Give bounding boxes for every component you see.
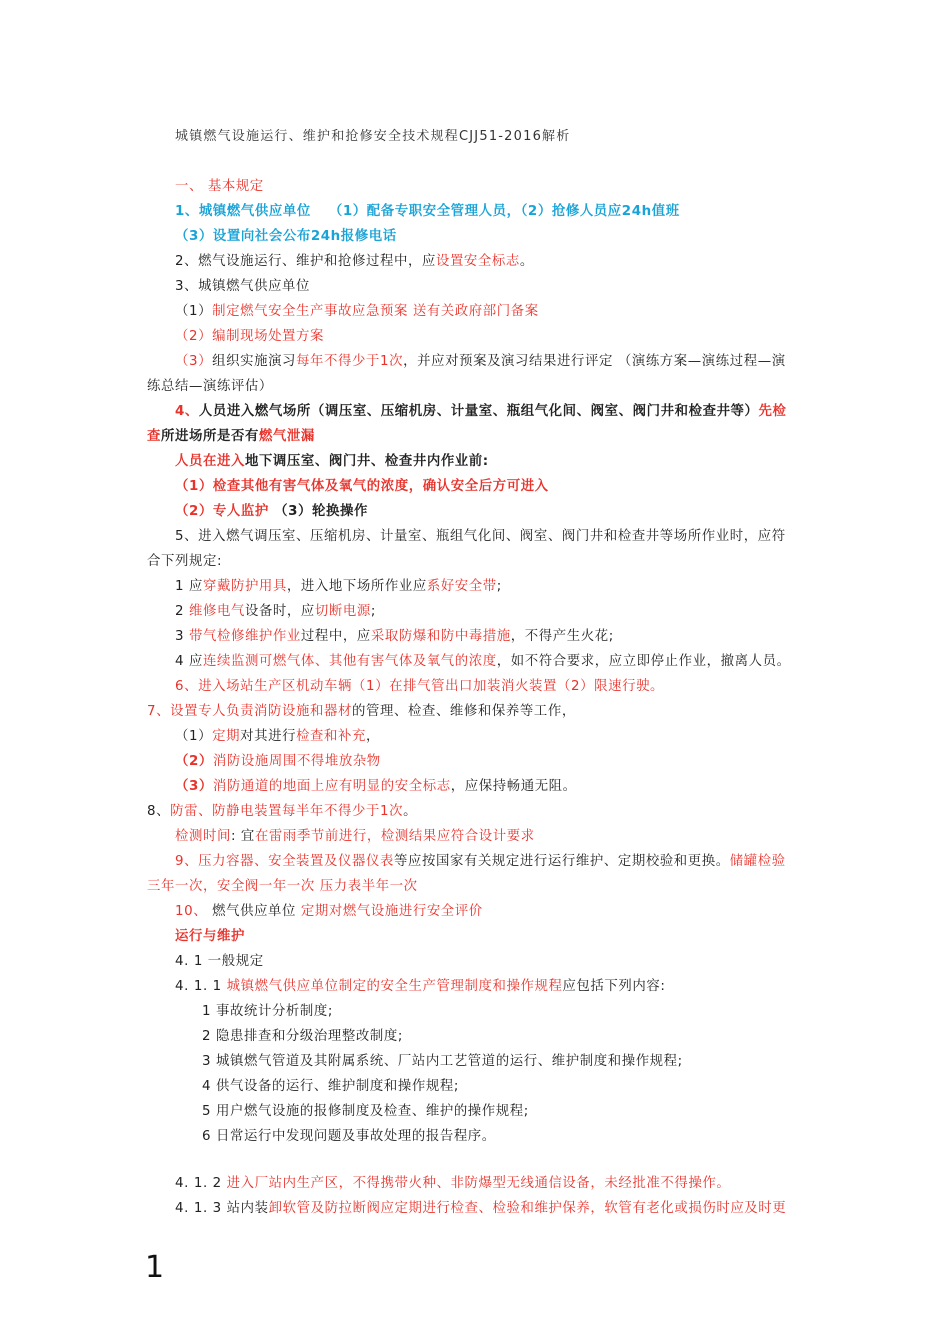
paragraph-8-sub xyxy=(175,827,535,847)
text-span: 4 应 xyxy=(175,654,203,669)
text-span: 限速行驶。 xyxy=(594,679,665,694)
text-span: ，应保持畅通无阻。 xyxy=(450,779,577,794)
text-span: 储罐检验 xyxy=(729,854,786,869)
paragraph-5-item-3 xyxy=(175,627,614,647)
text-span: 消防通道的地面上应有明显的安全标志 xyxy=(212,779,451,794)
text-span: 穿戴防护用具 xyxy=(202,579,287,594)
text-span: 应包括下列内容: xyxy=(562,979,666,994)
text-span: 等工作， xyxy=(519,704,576,719)
clause-4-1-1-item-3: 3 城镇燃气管道及其附属系统、厂站内工艺管道的运行、维护制度和操作规程; xyxy=(202,1054,683,1069)
clause-4-1-3 xyxy=(175,1199,786,1219)
paragraph-10 xyxy=(175,902,483,922)
text-span: 8、 xyxy=(147,804,171,819)
text-span: 制定燃气安全生产事故应急预案 送有关政府部门备案 xyxy=(212,304,539,319)
paragraph-4-cont xyxy=(147,427,315,447)
text-span: （3） xyxy=(175,779,213,794)
text-span: 1、城镇燃气供应单位 xyxy=(175,204,311,219)
page-number: 1 xyxy=(145,1250,165,1285)
text-span: 的管理、检查、维修和保养 xyxy=(352,704,520,719)
clause-4-1-1-item-6: 6 日常运行中发现问题及事故处理的报告程序。 xyxy=(202,1129,496,1144)
text-span: 3 xyxy=(175,629,189,644)
text-span: 防雷、防静电装置每半年不得少于1次 xyxy=(170,804,404,819)
text-span: 9、 xyxy=(175,854,199,869)
text-span: （3） xyxy=(175,354,213,369)
paragraph-5-cont: 合下列规定: xyxy=(147,554,223,569)
clause-4-1-2 xyxy=(175,1174,730,1194)
text-span: 采取防爆和防中毒措施 xyxy=(370,629,511,644)
clause-4-1: 4. 1 一般规定 xyxy=(175,954,264,969)
paragraph-5-item-1 xyxy=(175,577,502,597)
text-span: 6、进入场站生产区机动车辆（1）在排气管出口加装消火装置（2） xyxy=(175,679,595,694)
text-span: ， xyxy=(366,729,381,744)
text-span: 带气检修维护作业 xyxy=(188,629,301,644)
text-span: 切断电源 xyxy=(314,604,371,619)
paragraph-3: 3、城镇燃气供应单位 xyxy=(175,279,311,294)
text-span: ，进入地下场所作业应 xyxy=(286,579,427,594)
text-span: 燃气供应单位 xyxy=(212,904,297,919)
text-span: （1） xyxy=(175,729,213,744)
text-span: 定期对燃气设施进行安全评价 xyxy=(296,904,483,919)
text-span: 设备时，应 xyxy=(244,604,315,619)
text-span: 城镇燃气供应单位制定的安全生产管理制度和操作规程 xyxy=(226,979,563,994)
text-span: 消防设施周围不得堆放杂物 xyxy=(212,754,381,769)
text-span: 卸软管及防拉断阀应定期进行检查、检验和维护保养，软管有老化或损伤时应及时更 xyxy=(268,1201,787,1216)
text-span: 燃气泄漏 xyxy=(258,429,315,444)
text-span: ，如不符合要求，应立即停止作业，撤离人员。 xyxy=(496,654,791,669)
text-span: （1）配备专职安全管理人员，（2）抢修人员应24h值班 xyxy=(328,204,680,219)
text-span: 人员进入燃气场所（调压室、压缩机房、计量室、瓶组气化间、阀室、阀门井和检查井等） xyxy=(198,404,759,419)
text-span: 对其进行 xyxy=(240,729,297,744)
paragraph-3-item-3 xyxy=(175,352,786,372)
clause-4-1-1-item-5: 5 用户燃气设施的报修制度及检查、维护的操作规程; xyxy=(202,1104,529,1119)
text-span: 维修电气 xyxy=(188,604,245,619)
paragraph-4-sub-item-1: （1）检查其他有害气体及氧气的浓度，确认安全后方可进入 xyxy=(175,479,549,494)
text-span: （1） xyxy=(175,304,213,319)
paragraph-4-sub-item-2 xyxy=(175,502,368,522)
paragraph-9-cont: 三年一次，安全阀一年一次 压力表半年一次 xyxy=(147,879,418,894)
text-span: 人员在进入 xyxy=(175,454,245,469)
paragraph-9 xyxy=(175,852,786,872)
text-span: ，不得产生火花; xyxy=(510,629,614,644)
text-span: 1 应 xyxy=(175,579,203,594)
text-span: 组织实施演习 xyxy=(212,354,297,369)
paragraph-3-item-1 xyxy=(175,302,539,322)
text-span: （2）专人监护 xyxy=(175,504,269,519)
text-span: 2、燃气设施运行、维护和抢修过程中，应 xyxy=(175,254,436,269)
text-span: 定期 xyxy=(212,729,241,744)
text-span: 设置安全标志 xyxy=(435,254,520,269)
paragraph-5-item-2 xyxy=(175,602,376,622)
text-span: 过程中，应 xyxy=(300,629,371,644)
text-span: 7、设置专人负责消防设施和器材 xyxy=(147,704,352,719)
text-span: （3）轮换操作 xyxy=(268,504,368,519)
paragraph-3-item-2: （2）编制现场处置方案 xyxy=(175,329,325,344)
paragraph-7 xyxy=(147,702,576,722)
clause-4-1-1-item-2: 2 隐患排查和分级治理整改制度; xyxy=(202,1029,403,1044)
text-span: 地下调压室、阀门井、检查井内作业前: xyxy=(244,454,489,469)
paragraph-4 xyxy=(175,402,787,422)
text-span: 连续监测可燃气体、其他有害气体及氧气的浓度 xyxy=(202,654,497,669)
paragraph-3-item-3-cont: 练总结—演练评估） xyxy=(147,379,273,394)
text-span: 检测时间 xyxy=(175,829,231,844)
text-span: 所进场所是否有 xyxy=(161,429,259,444)
text-span: : 宜 xyxy=(230,829,255,844)
paragraph-7-item-2 xyxy=(175,752,381,772)
text-span: 系好安全带 xyxy=(426,579,497,594)
paragraph-1-cont: （3）设置向社会公布24h报修电话 xyxy=(175,229,397,244)
text-span: 等应按国家有关规定进行运行维护、定期校验和更换。 xyxy=(394,854,730,869)
text-span: 10、 xyxy=(175,904,213,919)
text-span: 在雷雨季节前进行，检测结果应符合设计要求 xyxy=(254,829,535,844)
clause-4-1-1 xyxy=(175,977,665,997)
text-span: 每年不得少于1次 xyxy=(296,354,404,369)
text-span: 4. 1. 2 xyxy=(175,1176,227,1191)
paragraph-5: 5、进入燃气调压室、压缩机房、计量室、瓶组气化间、阀室、阀门井和检查井等场所作业时，应符 xyxy=(175,529,786,544)
text-span: 查 xyxy=(147,429,161,444)
document-title: 城镇燃气设施运行、维护和抢修安全技术规程CJJ51-2016解析 xyxy=(175,129,571,144)
text-span: 2 xyxy=(175,604,189,619)
section-heading-operation: 运行与维护 xyxy=(175,929,245,944)
text-span: 先检 xyxy=(758,404,787,419)
section-heading-basic-rules: 一、 基本规定 xyxy=(175,179,264,194)
clause-4-1-1-item-1: 1 事故统计分析制度; xyxy=(202,1004,334,1019)
text-span: 4. 1. 1 xyxy=(175,979,227,994)
paragraph-4-sub xyxy=(175,452,489,472)
text-span: 检查和补充 xyxy=(296,729,367,744)
text-span: 4、 xyxy=(175,404,199,419)
text-span: ，并应对预案及演习结果进行评定 （演练方案—演练过程—演 xyxy=(403,354,786,369)
paragraph-6 xyxy=(175,677,664,697)
paragraph-5-item-4 xyxy=(175,652,791,672)
paragraph-7-item-3 xyxy=(175,777,577,797)
text-span: （2） xyxy=(175,754,213,769)
text-span: 。 xyxy=(403,804,418,819)
text-span: ; xyxy=(370,604,376,619)
text-span: 进入厂站内生产区，不得携带火种、非防爆型无线通信设备，未经批准不得操作。 xyxy=(226,1176,731,1191)
paragraph-8 xyxy=(147,802,417,822)
paragraph-2 xyxy=(175,252,534,272)
text-span: 。 xyxy=(519,254,534,269)
text-span: 压力容器、安全装置及仪器仪表 xyxy=(198,854,394,869)
text-span: 4. 1. 3 站内装 xyxy=(175,1201,269,1216)
text-span: ; xyxy=(496,579,502,594)
paragraph-7-item-1 xyxy=(175,727,380,747)
paragraph-1 xyxy=(175,202,680,222)
clause-4-1-1-item-4: 4 供气设备的运行、维护制度和操作规程; xyxy=(202,1079,459,1094)
